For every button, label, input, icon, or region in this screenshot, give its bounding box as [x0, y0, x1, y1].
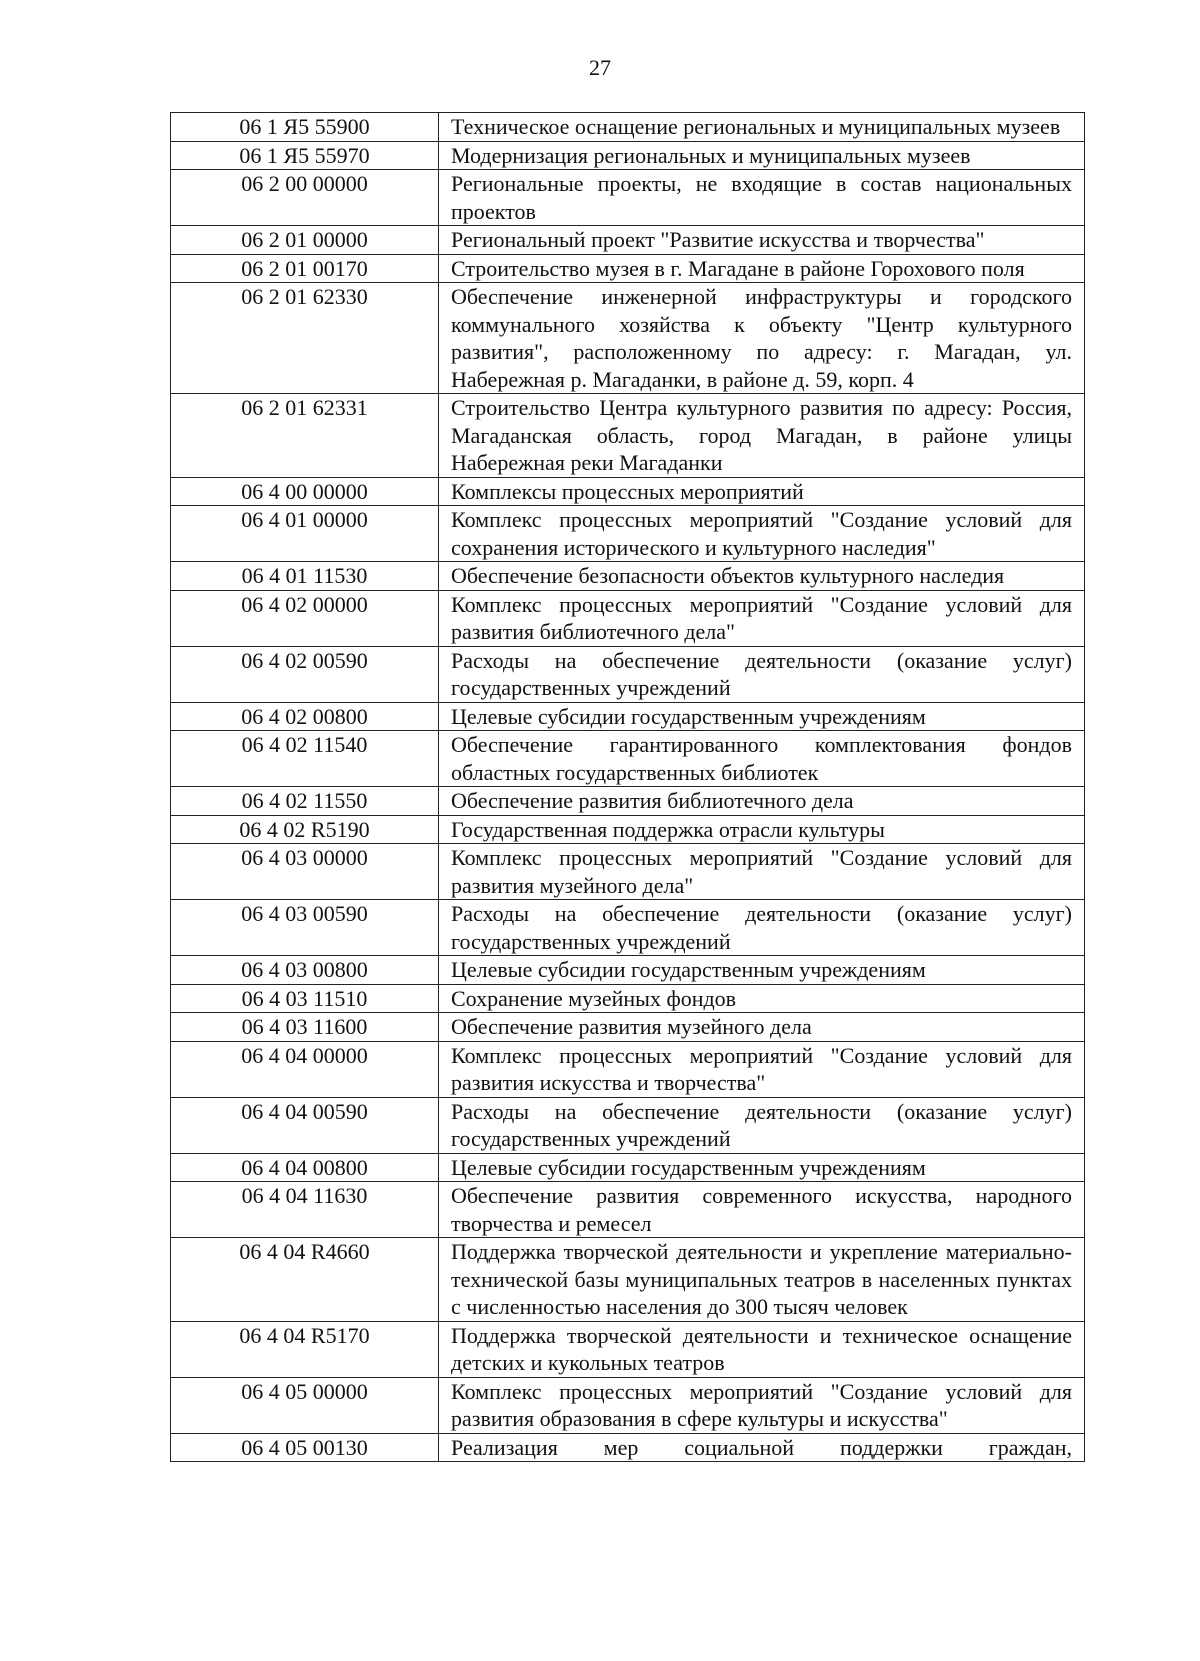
table-row: [171, 956, 1085, 985]
row-description: Поддержка творческой деятельности и укрепление материально-технической базы муниципальных театров в населенных пунктах с численностью населения до 300 тысяч человек: [439, 1238, 1085, 1322]
table-row: [171, 1321, 1085, 1377]
row-code: 06 4 03 11600: [171, 1013, 439, 1042]
row-code: 06 4 03 11510: [171, 984, 439, 1013]
table-row: [171, 394, 1085, 478]
row-code: 06 4 02 00000: [171, 590, 439, 646]
table-row: [171, 226, 1085, 255]
row-code: 06 4 04 00000: [171, 1041, 439, 1097]
table-row: [171, 562, 1085, 591]
row-code: 06 4 03 00800: [171, 956, 439, 985]
table-row: [171, 254, 1085, 283]
table-row: [171, 141, 1085, 170]
row-code: 06 4 04 00590: [171, 1097, 439, 1153]
row-code: 06 2 00 00000: [171, 170, 439, 226]
row-code: 06 4 04 R4660: [171, 1238, 439, 1322]
row-code: 06 4 02 R5190: [171, 815, 439, 844]
table-row: [171, 646, 1085, 702]
row-code: 06 4 05 00000: [171, 1377, 439, 1433]
row-code: 06 4 03 00000: [171, 844, 439, 900]
row-description: Комплекс процессных мероприятий "Создание условий для сохранения исторического и культурного наследия": [439, 506, 1085, 562]
table-row: [171, 1377, 1085, 1433]
row-code: 06 4 02 00800: [171, 702, 439, 731]
table-row: [171, 113, 1085, 142]
row-description: Расходы на обеспечение деятельности (оказание услуг) государственных учреждений: [439, 1097, 1085, 1153]
table-row: [171, 170, 1085, 226]
row-description: Целевые субсидии государственным учреждениям: [439, 1153, 1085, 1182]
row-description: Комплекс процессных мероприятий "Создание условий для развития искусства и творчества": [439, 1041, 1085, 1097]
row-code: 06 4 05 00130: [171, 1433, 439, 1462]
table-row: [171, 844, 1085, 900]
row-code: 06 1 Я5 55970: [171, 141, 439, 170]
table-row: [171, 731, 1085, 787]
row-description: Техническое оснащение региональных и муниципальных музеев: [439, 113, 1085, 142]
row-code: 06 2 01 62331: [171, 394, 439, 478]
table-row: [171, 1182, 1085, 1238]
page-number: 27: [589, 55, 611, 80]
table-row: [171, 815, 1085, 844]
row-description: Государственная поддержка отрасли культуры: [439, 815, 1085, 844]
row-code: 06 2 01 00170: [171, 254, 439, 283]
row-description: Расходы на обеспечение деятельности (оказание услуг) государственных учреждений: [439, 900, 1085, 956]
row-description: Расходы на обеспечение деятельности (оказание услуг) государственных учреждений: [439, 646, 1085, 702]
row-description: Комплекс процессных мероприятий "Создание условий для развития образования в сфере культуры и искусства": [439, 1377, 1085, 1433]
table-row: [171, 1153, 1085, 1182]
table-row: [171, 702, 1085, 731]
row-code: 06 4 04 R5170: [171, 1321, 439, 1377]
row-description: Сохранение музейных фондов: [439, 984, 1085, 1013]
table-row: [171, 283, 1085, 394]
row-description: Обеспечение развития современного искусства, народного творчества и ремесел: [439, 1182, 1085, 1238]
table-row: [171, 477, 1085, 506]
table-row: [171, 1097, 1085, 1153]
row-description: Реализация мер социальной поддержки граждан,: [439, 1433, 1085, 1462]
table-row: [171, 900, 1085, 956]
row-description: Обеспечение развития библиотечного дела: [439, 787, 1085, 816]
table-body: [171, 113, 1085, 1462]
table-row: [171, 1433, 1085, 1462]
table-row: [171, 506, 1085, 562]
table-row: [171, 1013, 1085, 1042]
table-row: [171, 1041, 1085, 1097]
row-description: Обеспечение безопасности объектов культурного наследия: [439, 562, 1085, 591]
table-row: [171, 984, 1085, 1013]
row-code: 06 4 02 11550: [171, 787, 439, 816]
row-code: 06 4 03 00590: [171, 900, 439, 956]
row-code: 06 4 02 11540: [171, 731, 439, 787]
table-row: [171, 787, 1085, 816]
budget-code-table: [170, 112, 1085, 1462]
row-description: Региональные проекты, не входящие в состав национальных проектов: [439, 170, 1085, 226]
row-description: Модернизация региональных и муниципальных музеев: [439, 141, 1085, 170]
row-code: 06 4 00 00000: [171, 477, 439, 506]
row-code: 06 1 Я5 55900: [171, 113, 439, 142]
table-row: [171, 1238, 1085, 1322]
row-description: Строительство Центра культурного развития по адресу: Россия, Магаданская область, город Магадан, в районе улицы Набережная реки Магаданки: [439, 394, 1085, 478]
table-row: [171, 590, 1085, 646]
row-description: Обеспечение инженерной инфраструктуры и городского коммунального хозяйства к объекту "Центр культурного развития", расположенному по адресу: г. Магадан, ул. Набережная р. Магаданки, в районе д. 59, корп. 4: [439, 283, 1085, 394]
row-code: 06 4 01 11530: [171, 562, 439, 591]
row-description: Целевые субсидии государственным учреждениям: [439, 956, 1085, 985]
row-description: Комплексы процессных мероприятий: [439, 477, 1085, 506]
row-description: Поддержка творческой деятельности и техническое оснащение детских и кукольных театров: [439, 1321, 1085, 1377]
row-code: 06 4 04 00800: [171, 1153, 439, 1182]
row-code: 06 2 01 62330: [171, 283, 439, 394]
row-description: Целевые субсидии государственным учреждениям: [439, 702, 1085, 731]
row-description: Комплекс процессных мероприятий "Создание условий для развития библиотечного дела": [439, 590, 1085, 646]
row-code: 06 4 01 00000: [171, 506, 439, 562]
row-description: Обеспечение гарантированного комплектования фондов областных государственных библиотек: [439, 731, 1085, 787]
row-description: Обеспечение развития музейного дела: [439, 1013, 1085, 1042]
row-code: 06 2 01 00000: [171, 226, 439, 255]
row-description: Комплекс процессных мероприятий "Создание условий для развития музейного дела": [439, 844, 1085, 900]
row-description: Региональный проект "Развитие искусства и творчества": [439, 226, 1085, 255]
row-description: Строительство музея в г. Магадане в районе Горохового поля: [439, 254, 1085, 283]
row-code: 06 4 02 00590: [171, 646, 439, 702]
row-code: 06 4 04 11630: [171, 1182, 439, 1238]
